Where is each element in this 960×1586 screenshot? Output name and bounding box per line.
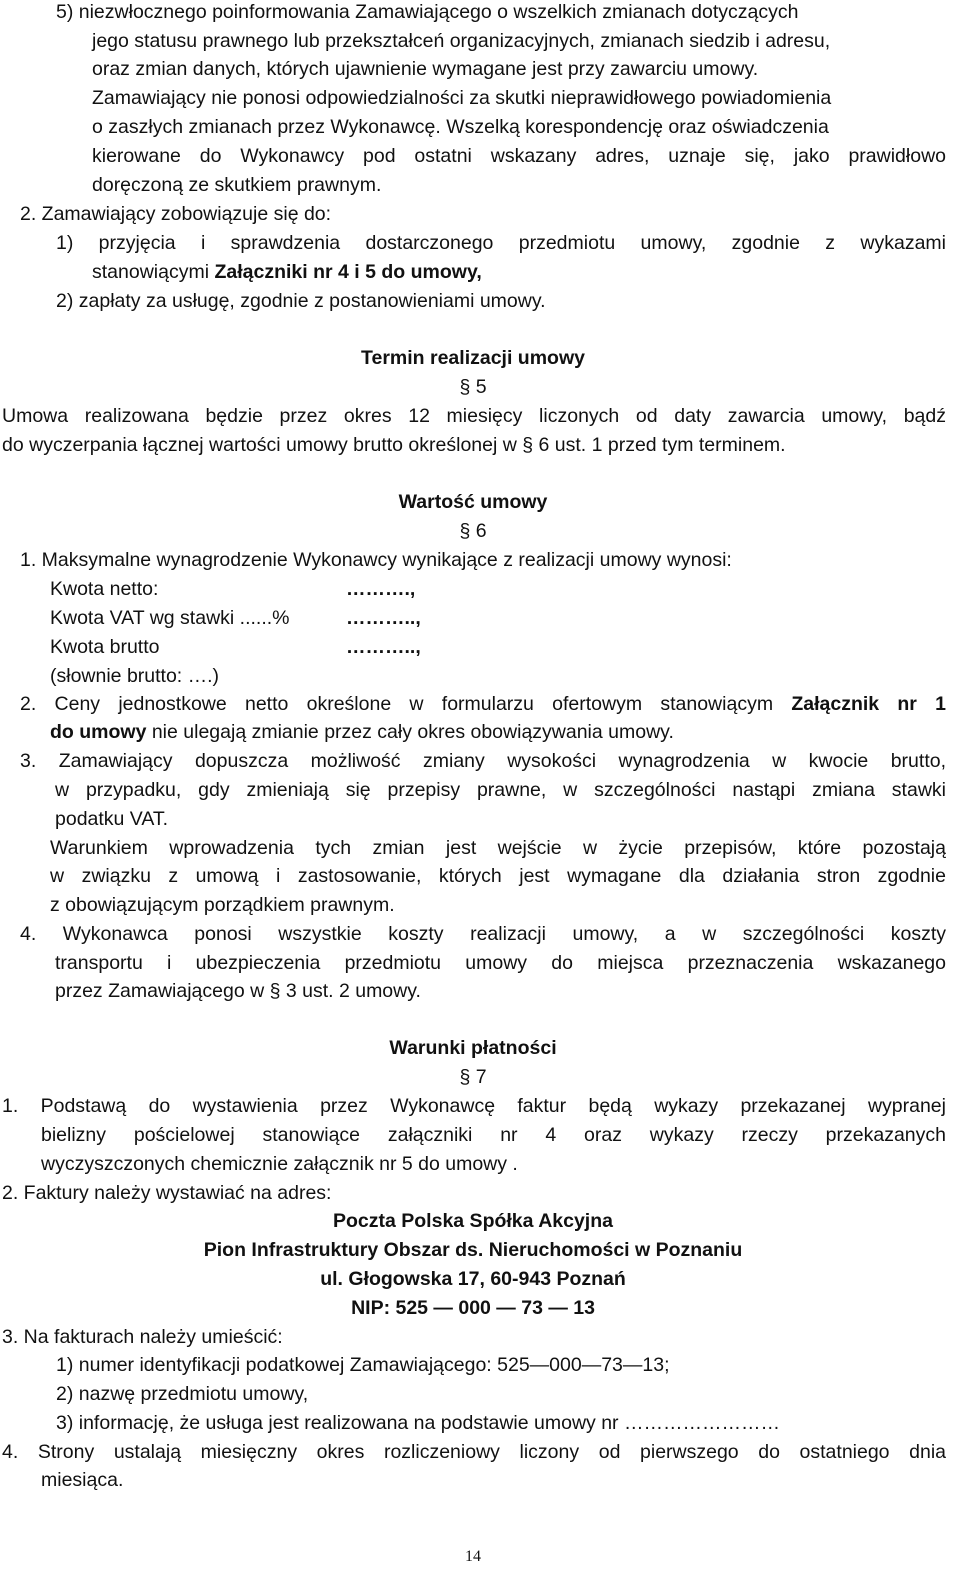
invoice-address-division: Pion Infrastruktury Obszar ds. Nieruchomości w Poznaniu: [203, 1239, 743, 1261]
intro-item5-line4: Zamawiający nie ponosi odpowiedzialności za skutki nieprawidłowego powiadomienia: [92, 87, 832, 109]
intro-point-2-1-text: stanowiącymi: [92, 261, 215, 283]
net-amount-value: ……….,: [346, 578, 416, 600]
section6-point3-line1: 3. Zamawiający dopuszcza możliwość zmiany wysokości wynagrodzenia w kwocie brutto,: [20, 750, 946, 772]
net-amount-label: Kwota netto:: [50, 578, 159, 600]
section5-line2: do wyczerpania łącznej wartości umowy brutto określonej w § 6 ust. 1 przed tym terminem.: [2, 434, 786, 456]
section7-point2: 2. Faktury należy wystawiać na adres:: [2, 1182, 332, 1204]
invoice-address-company: Poczta Polska Spółka Akcyjna: [333, 1210, 613, 1232]
section6-point3-line6: z obowiązującym porządkiem prawnym.: [50, 894, 395, 916]
gross-amount-label: Kwota brutto: [50, 636, 160, 658]
intro-point-2: 2. Zamawiający zobowiązuje się do:: [20, 203, 332, 225]
invoice-address-street: ul. Głogowska 17, 60-943 Poznań: [320, 1268, 626, 1290]
section7-point1-line1: 1. Podstawą do wystawienia przez Wykonawcę faktur będą wykazy przekazanej wypranej: [2, 1095, 946, 1117]
section7-title: Warunki płatności: [389, 1037, 557, 1059]
section6-point2-tail: nie ulegają zmianie przez cały okres obowiązywania umowy.: [146, 721, 674, 743]
section6-point4-line3: przez Zamawiającego w § 3 ust. 2 umowy.: [55, 980, 421, 1002]
section6-point4-line1: 4. Wykonawca ponosi wszystkie koszty realizacji umowy, a w szczególności koszty: [20, 923, 946, 945]
gross-amount-value: ………..,: [346, 636, 421, 658]
section6-point3-line5: w związku z umową i zastosowanie, których jest wymagane dla działania stron zgodnie: [50, 865, 946, 887]
section5-line1: Umowa realizowana będzie przez okres 12 miesięcy liczonych od daty zawarcia umowy, bądź: [2, 405, 946, 427]
section6-title: Wartość umowy: [398, 491, 548, 513]
section6-point2: [20, 691, 946, 718]
section7-paragraph-mark: § 7: [459, 1066, 487, 1088]
section6-attachment-ref-cont: do umowy: [50, 721, 147, 743]
section6-point2-text: 2. Ceny jednostkowe netto określone w formularzu ofertowym stanowiącym: [20, 693, 792, 715]
intro-attachments-ref: Załączniki nr 4 i 5 do umowy,: [214, 261, 482, 283]
section7-point3: 3. Na fakturach należy umieścić:: [2, 1326, 283, 1348]
intro-item5-line2: jego statusu prawnego lub przekształceń organizacyjnych, zmianach siedzib i adresu,: [92, 30, 831, 52]
vat-amount-label: Kwota VAT wg stawki ......%: [50, 607, 290, 629]
section5-title: Termin realizacji umowy: [361, 347, 585, 369]
gross-amount-in-words: (słownie brutto: ….): [50, 665, 220, 687]
section6-point1: 1. Maksymalne wynagrodzenie Wykonawcy wynikające z realizacji umowy wynosi:: [20, 549, 732, 571]
section5-paragraph-mark: § 5: [459, 376, 487, 398]
section6-point3-line2: w przypadku, gdy zmieniają się przepisy prawne, w szczególności nastąpi zmiana stawki: [55, 779, 946, 801]
intro-item5-line7: doręczoną ze skutkiem prawnym.: [92, 174, 382, 196]
section6-attachment-ref: Załącznik nr 1: [791, 693, 946, 715]
invoice-address-nip: NIP: 525 — 000 — 73 — 13: [351, 1297, 595, 1319]
section6-point4-line2: transportu i ubezpieczenia przedmiotu umowy do miejsca przeznaczenia wskazanego: [55, 952, 946, 974]
section7-point1-line2: bielizny pościelowej stanowiące załączniki nr 4 oraz wykazy rzeczy przekazanych: [41, 1124, 946, 1146]
section6-point3-line3: podatku VAT.: [55, 808, 169, 830]
section6-paragraph-mark: § 6: [459, 520, 487, 542]
intro-point-2-1-cont: [92, 259, 482, 286]
page-number: 14: [465, 1548, 481, 1565]
section6-point3-line4: Warunkiem wprowadzenia tych zmian jest wejście w życie przepisów, które pozostają: [50, 837, 946, 859]
section7-point4-line1: 4. Strony ustalają miesięczny okres rozliczeniowy liczony od pierwszego do ostatniego dnia: [2, 1441, 946, 1463]
section7-point4-line2: miesiąca.: [41, 1469, 124, 1491]
intro-item5-line6: kierowane do Wykonawcy pod ostatni wskazany adres, uznaje się, jako prawidłowo: [92, 145, 946, 167]
intro-item5-line3: oraz zmian danych, których ujawnienie wymagane jest przy zawarciu umowy.: [92, 58, 759, 80]
section7-point3-item1: 1) numer identyfikacji podatkowej Zamawiającego: 525—000—73—13;: [56, 1354, 670, 1376]
intro-point-2-1: 1) przyjęcia i sprawdzenia dostarczonego przedmiotu umowy, zgodnie z wykazami: [56, 232, 946, 254]
vat-amount-value: ………..,: [346, 607, 421, 629]
section7-point1-line3: wyczyszczonych chemicznie załącznik nr 5 do umowy .: [41, 1153, 518, 1175]
section7-point3-item3: 3) informację, że usługa jest realizowana na podstawie umowy nr ……………………: [56, 1412, 780, 1434]
intro-item5-line5: o zaszłych zmianach przez Wykonawcę. Wszelką korespondencję oraz oświadczenia: [92, 116, 829, 138]
section7-point3-item2: 2) nazwę przedmiotu umowy,: [56, 1383, 309, 1405]
intro-item5-line1: 5) niezwłocznego poinformowania Zamawiającego o wszelkich zmianach dotyczących: [56, 1, 799, 23]
section6-point2-cont: [50, 719, 674, 746]
intro-point-2-2: 2) zapłaty za usługę, zgodnie z postanowieniami umowy.: [56, 290, 546, 312]
